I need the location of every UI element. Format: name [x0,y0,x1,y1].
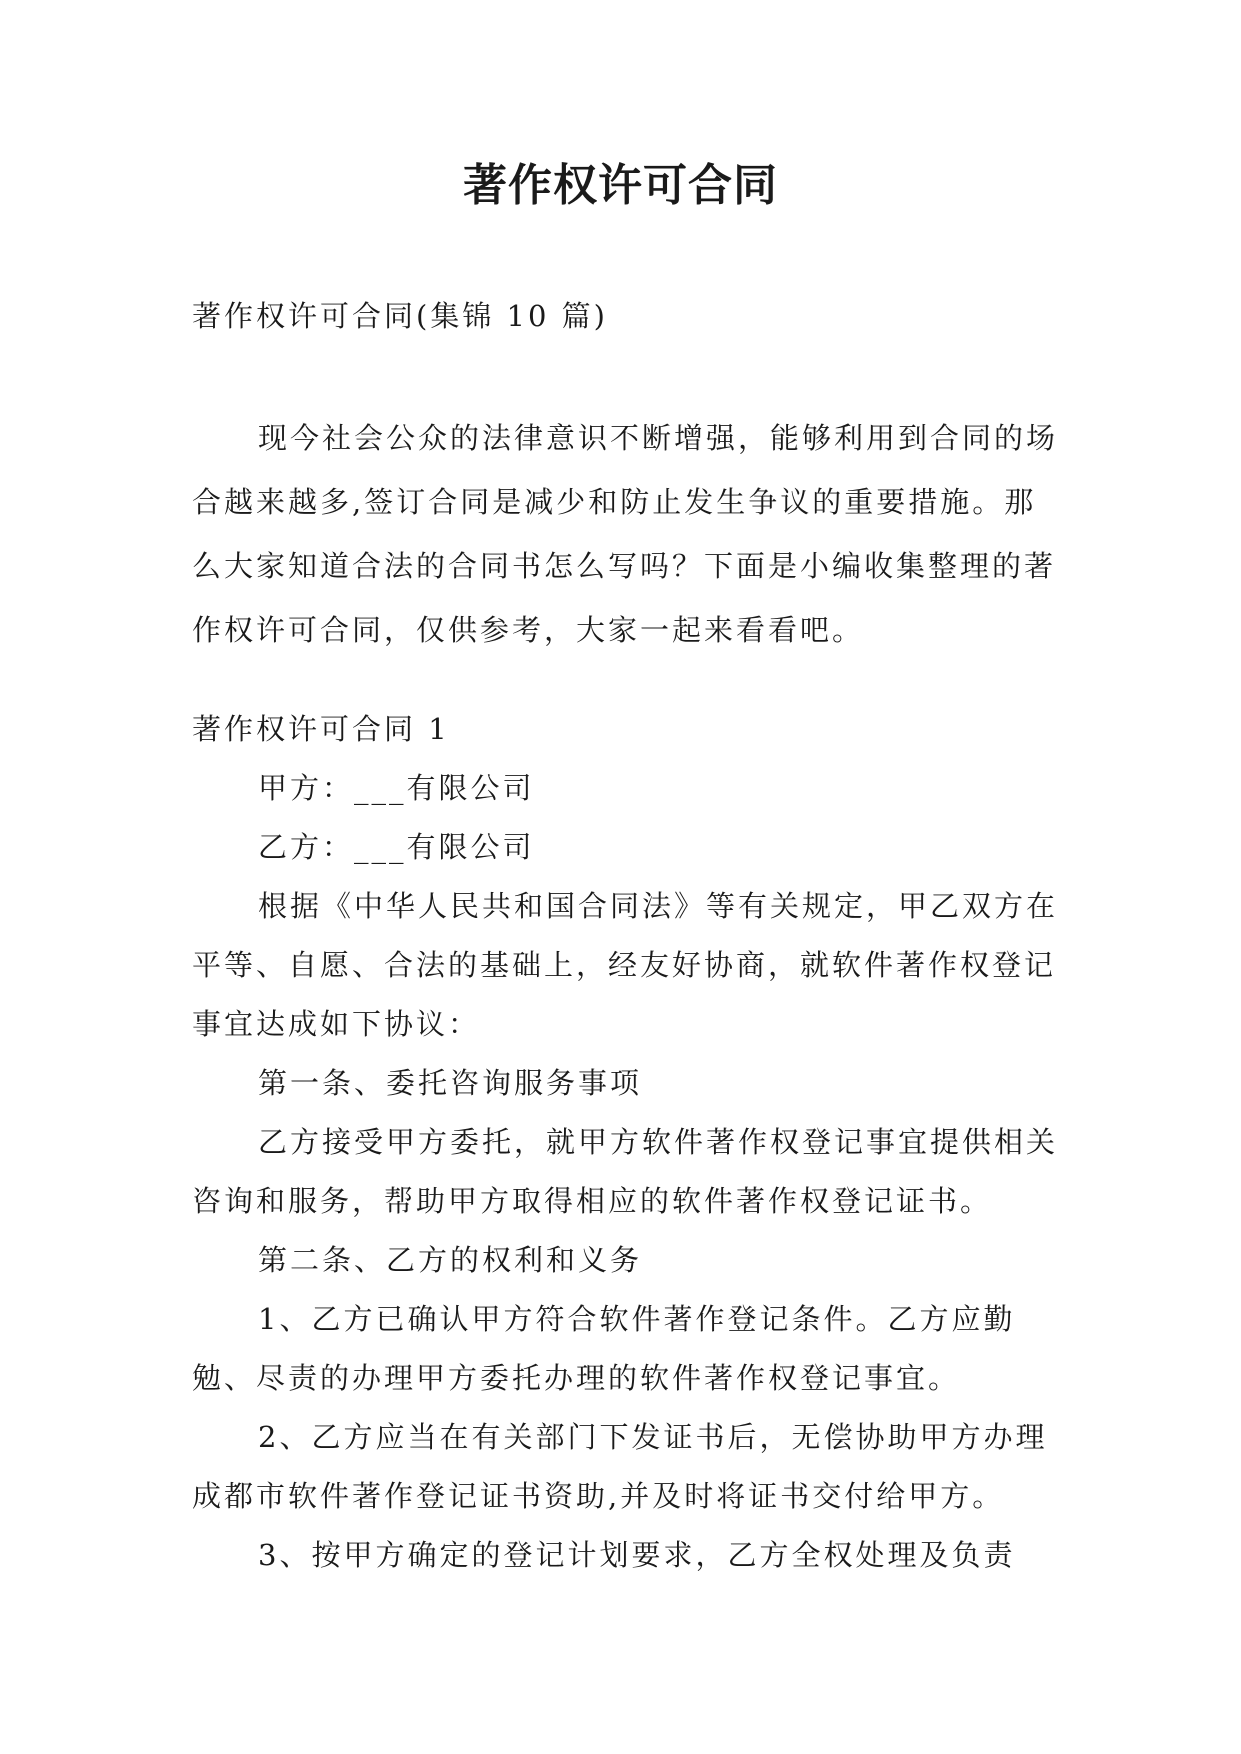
contract-body [192,700,1062,1585]
subtitle-text: 著作权许可合同(集锦 10 篇) [192,299,608,333]
document-title: 著作权许可合同 [463,160,778,211]
article-2-item-2: 2、乙方应当在有关部门下发证书后，无偿协助甲方办理成都市软件著作登记证书资助,并及时将证书交付给甲方。 [192,1420,1048,1513]
section-heading: 著作权许可合同 1 [192,712,450,746]
party-b-line: 乙方：___有限公司 [258,830,535,864]
article-1-heading: 第一条、委托咨询服务事项 [258,1066,643,1100]
article-1-paragraph: 乙方接受甲方委托，就甲方软件著作权登记事宜提供相关咨询和服务，帮助甲方取得相应的软件著作权登记证书。 [192,1125,1059,1218]
article-2-heading: 第二条、乙方的权利和义务 [258,1243,643,1277]
intro-section [192,406,1062,662]
article-2-item-1: 1、乙方已确认甲方符合软件著作登记条件。乙方应勤勉、尽责的办理甲方委托办理的软件著作权登记事宜。 [192,1302,1016,1395]
intro-paragraph: 现今社会公众的法律意识不断增强，能够利用到合同的场合越来越多,签订合同是减少和防止发生争议的重要措施。那么大家知道合法的合同书怎么写吗？下面是小编收集整理的著作权许可合同，仅供参考，大家一起来看看吧。 [192,421,1059,647]
preamble-paragraph: 根据《中华人民共和国合同法》等有关规定，甲乙双方在平等、自愿、合法的基础上，经友好协商，就软件著作权登记事宜达成如下协议： [192,889,1059,1041]
article-2-item-3: 3、按甲方确定的登记计划要求，乙方全权处理及负责 [258,1538,1016,1572]
document-subtitle [192,296,1062,336]
party-a-line: 甲方：___有限公司 [258,771,535,805]
